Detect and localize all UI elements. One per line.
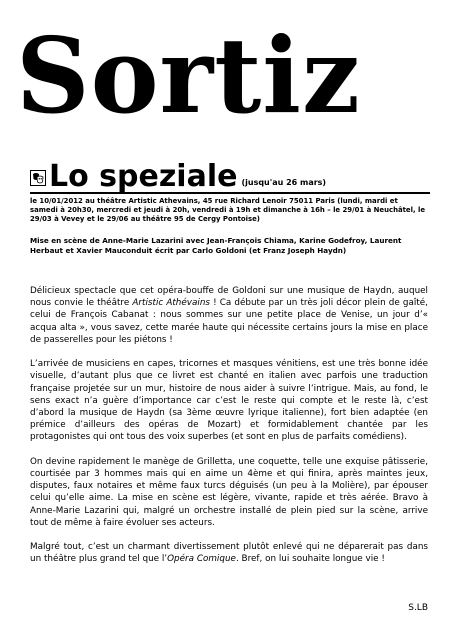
paragraph-text: L’arrivée de musiciens en capes, tricornes et masques vénitiens, est une très bonne idée visuelle, d’autant plus que ce livret est chanté en italien avec parfois une traduction française projetée sur un mur, histoire de nous aider à suivre l’intrigue. Mais, au fond, le sens exact n’a guère d’importance car c’est le reste qui compte et le reste là, c’est d’abord la musique de Haydn (sa 3ème œuvre lyrique italienne), fort bien adaptée (en prémice d’ailleurs des opéras de Mozart) et formidablement chantée par les protagonistes qui ont tous des voix superbes (et sont en plus de parfaits comédiens). [30,359,428,443]
review-body [30,285,428,578]
review-paragraph [30,358,428,443]
paragraph-text: On devine rapidement le manège de Grilletta, une coquette, telle une exquise pâtisserie, courtisée par 3 hommes mais qui en aime un 4ème et qui finira, après maintes jeux, disputes, faux notaires et même faux turcs déguisés (un peu à la Molière), par épouser celui qu’elle aime. La mise en scène est légère, vivante, rapide et très aérée. Bravo à Anne-Marie Lazarini qui, malgré un orchestre installé de plein pied sur la scène, arrive tout de même à faire évoluer ses acteurs. [30,456,428,528]
venue-name-italic: Artistic Athévains [132,298,210,309]
venue-info: le 10/01/2012 au théâtre Artistic Athevains, 45 rue Richard Lenoir 75011 Paris (lundi, mardi et samedi à 20h30, mercredi et jeudi à 20h, vendredi à 19h et dimanche à 16h – le 29/01 à Neuchâtel, le 29/03 à Vevey et le 29/06 au théâtre 95 de Cergy Pontoise) [30,197,426,223]
review-paragraph [30,541,428,565]
review-paragraph [30,456,428,529]
author-signature: S.LB [408,603,428,613]
production-credits: Mise en scène de Anne-Marie Lazarini avec Jean-François Chiama, Karine Godefroy, Laurent Herbaut et Xavier Mauconduit écrit par Carlo Goldoni (et Franz Joseph Haydn) [30,236,402,255]
theatre-name-italic: Opéra Comique [167,554,236,565]
paragraph-text: . Bref, on lui souhaite longue vie ! [235,554,385,565]
paragraph-text: ! Ca débute par un très joli décor plein de gaîté, celui de François Cabanat : nous sommes sur une petite place de Venise, un jour d’« acqua alta », vous savez, cette marée haute qui nécessite certains jours la mise en place de passerelles pour les piétons ! [30,298,428,345]
paragraph-text: Délicieux spectacle que cet opéra-bouffe de Goldoni sur une musique de Haydn, auquel nous convie le théâtre [30,286,428,309]
article-title-bar [30,159,430,194]
article-title: Lo speziale [49,159,238,194]
theatre-masks-icon [30,170,46,186]
run-dates-note: (jusqu'au 26 mars) [241,178,327,187]
paragraph-text: Malgré tout, c’est un charmant divertissement plutôt enlevé qui ne déparerait pas dans un théâtre plus grand tel que l’ [30,542,428,565]
review-paragraph [30,285,428,346]
masthead-logo: Sortiz [16,14,361,137]
